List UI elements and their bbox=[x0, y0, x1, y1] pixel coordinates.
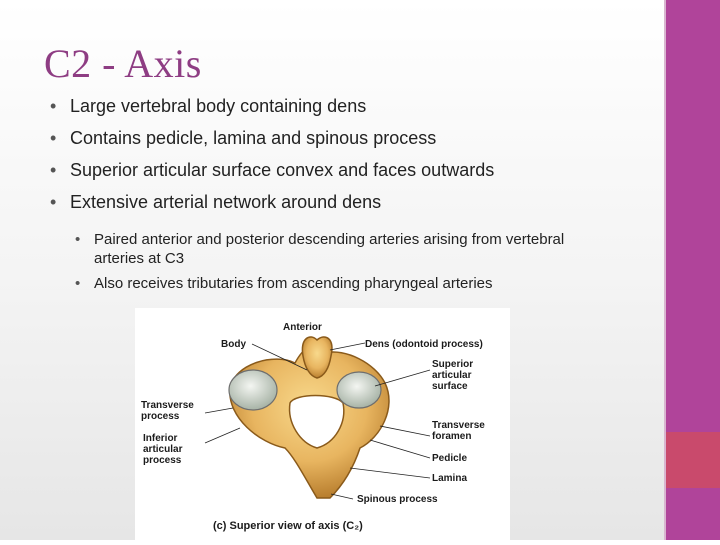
left-facet-shape bbox=[229, 370, 277, 410]
label-transverse-foramen: Transverse foramen bbox=[432, 420, 485, 442]
label-inferior-articular: Inferior articular process bbox=[143, 433, 183, 466]
axis-figure bbox=[135, 308, 510, 540]
label-anterior: Anterior bbox=[283, 322, 322, 333]
sub-bullet-item: • Also receives tributaries from ascending pharyngeal arteries bbox=[75, 274, 609, 293]
label-lamina: Lamina bbox=[432, 473, 468, 484]
sub-bullet-list bbox=[50, 230, 650, 293]
label-transverse-process: Transverse process bbox=[141, 400, 194, 422]
label-body: Body bbox=[221, 339, 246, 350]
label-dens: Dens (odontoid process) bbox=[365, 339, 483, 350]
bullet-item: • Superior articular surface convex and faces outwards bbox=[50, 157, 650, 189]
label-pedicle: Pedicle bbox=[432, 453, 468, 464]
label-spinous: Spinous process bbox=[357, 494, 438, 505]
slide-title: C2 - Axis bbox=[44, 41, 202, 86]
sub-bullet-item: • Paired anterior and posterior descending arteries arising from vertebral arteries at C3 bbox=[75, 230, 609, 268]
right-facet-shape bbox=[337, 372, 381, 408]
bullet-item: • Large vertebral body containing dens bbox=[50, 93, 650, 125]
label-superior-articular: Superior articular surface bbox=[432, 359, 474, 392]
accent-block bbox=[666, 432, 720, 488]
bullet-item: • Extensive arterial network around dens bbox=[50, 189, 650, 221]
figure-caption: (c) Superior view of axis (C₂) bbox=[213, 520, 363, 532]
band-divider bbox=[664, 0, 666, 540]
bullet-item: • Contains pedicle, lamina and spinous process bbox=[50, 125, 650, 157]
bullet-list bbox=[50, 93, 650, 299]
